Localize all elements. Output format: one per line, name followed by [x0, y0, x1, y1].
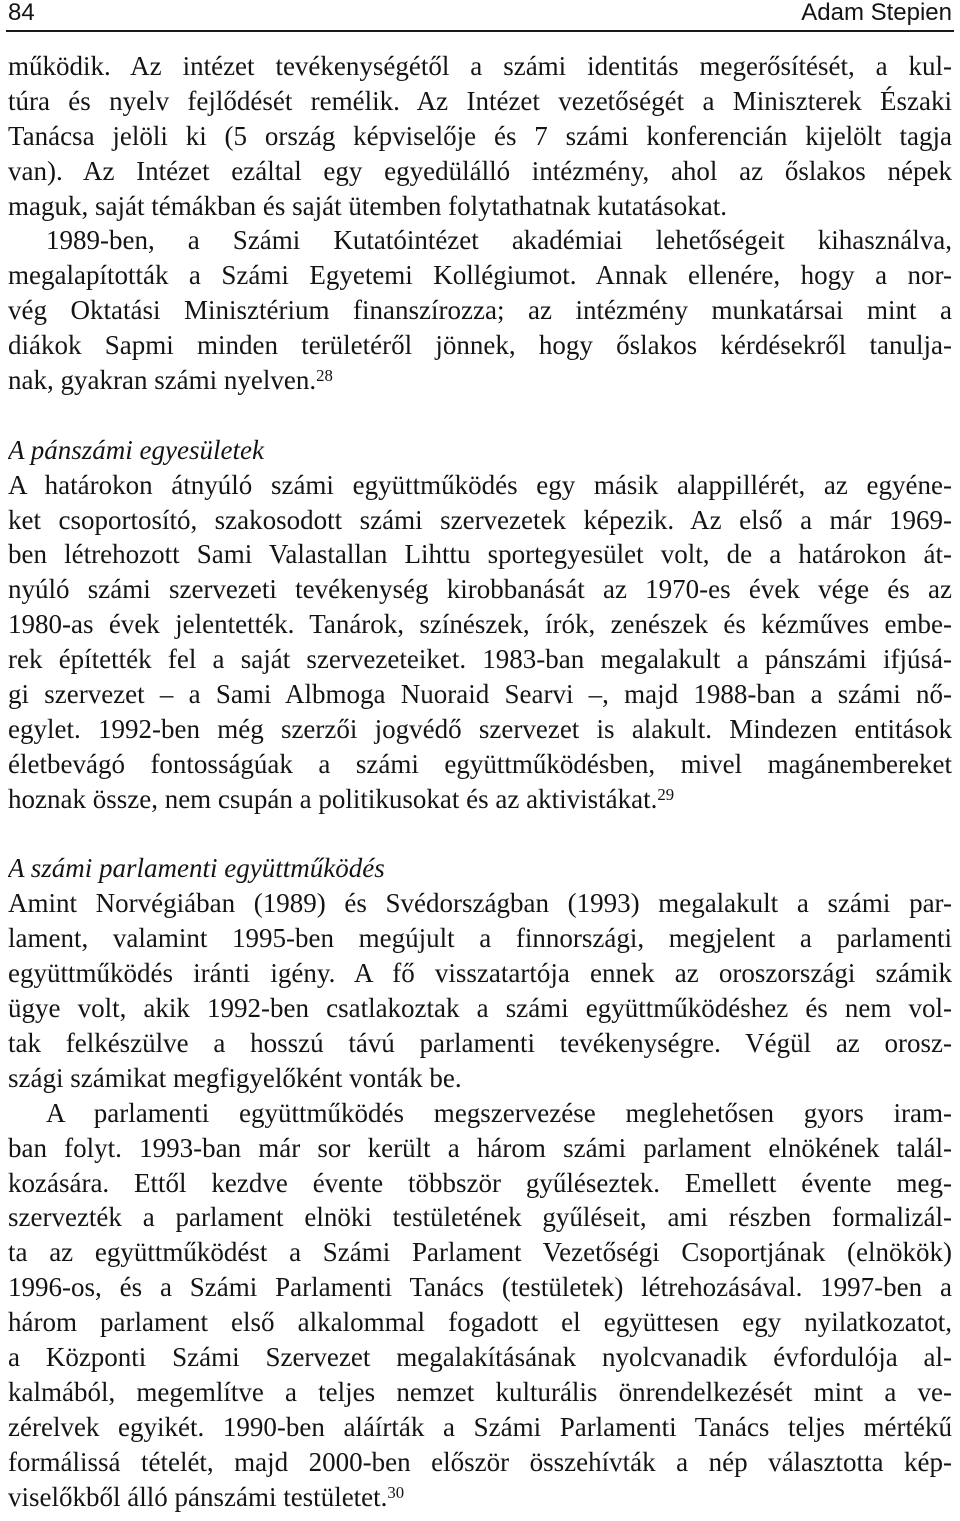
text-line — [8, 782, 952, 817]
body-text — [8, 49, 952, 1514]
text-line — [8, 1480, 952, 1515]
text-line-content: viselőkből álló pánszámi testületet. — [8, 1481, 388, 1512]
text-line: 1980-as évek jelentették. Tanárok, színészek, írók, zenészek és kézműves embe- — [8, 609, 952, 640]
text-line: gi szervezet – a Sami Albmoga Nuoraid Searvi –, majd 1988-ban a számi nő- — [8, 679, 952, 710]
section-heading: A pánszámi egyesületek — [8, 434, 264, 465]
text-line: lament, valamint 1995-ben megújult a finnországi, megjelent a parlamenti — [8, 923, 952, 954]
text-line-content: hoznak össze, nem csupán a politikusokat és az aktivistákat. — [8, 783, 658, 814]
footnote-ref: 29 — [657, 784, 675, 804]
section-heading: A számi parlamenti együttműködés — [8, 853, 385, 884]
text-line: ban folyt. 1993-ban már sor került a három számi parlament elnökének talál- — [8, 1132, 952, 1163]
text-line: három parlament első alkalommal fogadott el együttesen egy nyilatkozatot, — [8, 1307, 952, 1338]
running-head-author: Adam Stepien — [801, 0, 952, 26]
text-line: ügye volt, akik 1992-ben csatlakoztak a számi együttműködéshez és nem vol- — [8, 993, 952, 1024]
footnote-ref: 30 — [387, 1482, 405, 1502]
paragraph — [8, 223, 952, 397]
paragraph — [8, 468, 952, 817]
text-line: működik. Az intézet tevékenységétől a számi identitás megerősítését, a kul- — [8, 51, 952, 81]
text-line: vég Oktatási Minisztérium finanszírozza; az intézmény munkatársai mint a — [8, 295, 952, 326]
running-header — [8, 0, 952, 26]
text-line: a Központi Számi Szervezet megalakításának nyolcvanadik évfordulója al- — [8, 1341, 952, 1372]
header-rule — [6, 30, 954, 32]
text-line: maguk, saját témákban és saját ütemben folytathatnak kutatásokat. — [8, 190, 728, 221]
text-line: ta az együttműködést a Számi Parlament Vezetőségi Csoportjának (elnökök) — [8, 1237, 952, 1268]
text-line: nyúló számi szervezeti tevékenység kirobbanását az 1970-es évek vége és az — [8, 574, 952, 605]
footnote-ref: 28 — [316, 365, 333, 385]
text-line: ket csoportosító, szakosodott számi szervezetek képezik. Az első a már 1969- — [8, 504, 952, 535]
paragraph — [8, 886, 952, 1095]
text-line: A parlamenti együttműködés megszervezése meglehetősen gyors iram- — [46, 1097, 952, 1128]
section-spacer — [8, 817, 952, 852]
page-number: 84 — [8, 0, 35, 26]
text-line — [8, 363, 952, 398]
text-line: Tanácsa jelöli ki (5 ország képviselője és 7 számi konferencián kijelölt tagja — [8, 120, 952, 151]
text-line: kozására. Ettől kezdve évente többször gyűléseztek. Emellett évente meg- — [8, 1167, 952, 1198]
paragraph — [8, 1096, 952, 1515]
text-line: szági számikat megfigyelőként vonták be. — [8, 1062, 462, 1093]
text-line: 1996-os, és a Számi Parlamenti Tanács (testületek) létrehozásával. 1997-ben a — [8, 1272, 952, 1303]
text-line: szervezték a parlament elnöki testületének gyűléseit, ami részben formalizál- — [8, 1202, 952, 1233]
text-line: rek építették fel a saját szervezeteiket. 1983-ban megalakult a pánszámi ifjúsá- — [8, 644, 952, 675]
text-line: formálissá tételét, majd 2000-ben először összehívták a nép választotta kép- — [8, 1446, 952, 1477]
paragraph — [8, 49, 952, 223]
text-line: diákok Sapmi minden területéről jönnek, hogy őslakos kérdésekről tanulja- — [8, 330, 952, 361]
text-line: A határokon átnyúló számi együttműködés egy másik alappillérét, az egyéne- — [8, 469, 952, 500]
text-line: ben létrehozott Sami Valastallan Lihttu sportegyesület volt, de a határokon át- — [8, 539, 952, 570]
text-line: életbevágó fontosságúak a számi együttműködésben, mivel magánembereket — [8, 748, 952, 779]
text-line: egylet. 1992-ben még szerzői jogvédő szervezet is alakult. Mindezen entitások — [8, 713, 952, 744]
text-line: 1989-ben, a Számi Kutatóintézet akadémiai lehetőségeit kihasználva, — [46, 225, 952, 256]
text-line: kalmából, megemlítve a teljes nemzet kulturális önrendelkezését mint a ve- — [8, 1376, 952, 1407]
text-line: megalapították a Számi Egyetemi Kollégiumot. Annak ellenére, hogy a nor- — [8, 260, 952, 291]
text-line: együttműködés iránti igény. A fő visszatartója ennek az oroszországi számik — [8, 958, 952, 989]
section-spacer — [8, 398, 952, 433]
text-line: túra és nyelv fejlődését remélik. Az Intézet vezetőségét a Miniszterek Északi — [8, 85, 952, 116]
text-line: zérelvek egyikét. 1990-ben aláírták a Számi Parlamenti Tanács teljes mértékű — [8, 1411, 952, 1442]
text-line: Amint Norvégiában (1989) és Svédországban (1993) megalakult a számi par- — [8, 888, 952, 919]
text-line: tak felkészülve a hosszú távú parlamenti tevékenységre. Végül az orosz- — [8, 1027, 952, 1058]
text-line: van). Az Intézet ezáltal egy egyedülálló intézmény, ahol az őslakos népek — [8, 155, 952, 186]
text-line-content: nak, gyakran számi nyelven. — [8, 365, 317, 396]
